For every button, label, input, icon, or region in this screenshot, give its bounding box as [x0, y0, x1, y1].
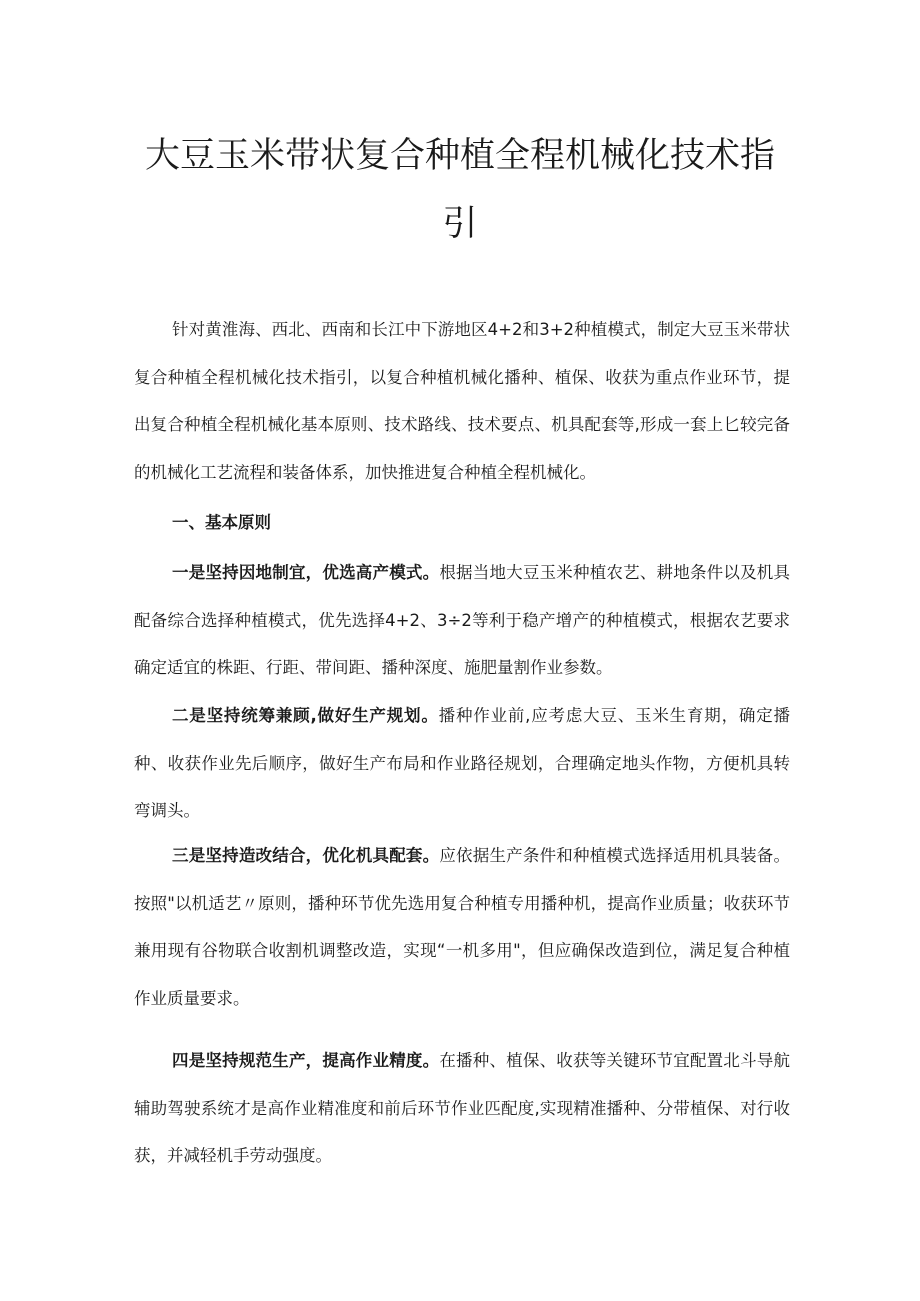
principle-1-text: 根据当地大豆玉米种植农艺、耕地条件以及机具配备综合选择种植模式，优先选择4+2、3÷2等利于稳产增产的种植模式，根据农艺要求确定适宜的株距、行距、带间距、播种深度、施肥量割作业参数。 — [134, 563, 791, 677]
section-heading-basic-principles: 一、基本原则 — [172, 513, 271, 532]
principle-paragraph-2 — [134, 692, 790, 835]
title-line-2: 引 — [442, 204, 478, 244]
principle-3-text: 应依据生产条件和种植模式选择适用机具装备。按照"以机适艺〃原则，播种环节优先选用复合种植专用播种机，提高作业质量；收获环节兼用现有谷物联合收割机调整改造，实现“一机多用"，但应确保改造到位，满足复合种植作业质量要求。 — [134, 846, 791, 1008]
principle-3-lead: 三是坚持造改结合，优化机具配套。 — [172, 846, 440, 865]
principle-1-lead: 一是坚持因地制宜，优选高产模式。 — [172, 563, 440, 582]
intro-paragraph: 针对黄淮海、西北、西南和长江中下游地区4+2和3+2种植模式，制定大豆玉米带状复合种植全程机械化技术指引，以复合种植机械化播种、植保、收获为重点作业环节，提出复合种植全程机械化基本原则、技术路线、技术要点、机具配套等,形成一套上匕较完备的机械化工艺流程和装备体系，加快推进复合种植全程机械化。 — [134, 320, 790, 482]
principle-paragraph-1 — [134, 549, 790, 692]
principle-4-text: 在播种、植保、收获等关键环节宜配置北斗导航辅助驾驶系统才是高作业精准度和前后环节作业匹配度,实现精准播种、分带植保、对行收获，并减轻机手劳动强度。 — [134, 1051, 791, 1165]
principle-paragraph-3 — [134, 832, 790, 1022]
title-line-1: 大豆玉米带状复合种植全程机械化技术指 — [144, 136, 775, 176]
document-title — [130, 128, 790, 252]
principle-2-lead: 二是坚持统筹兼顾,做好生产规划。 — [172, 706, 439, 725]
principle-4-lead: 四是坚持规范生产，提高作业精度。 — [172, 1051, 440, 1070]
principle-2-text: 播种作业前,应考虑大豆、玉米生育期，确定播种、收获作业先后顺序，做好生产布局和作业路径规划，合理确定地头作物，方便机具转弯调头。 — [134, 706, 790, 820]
principle-paragraph-4 — [134, 1037, 790, 1180]
